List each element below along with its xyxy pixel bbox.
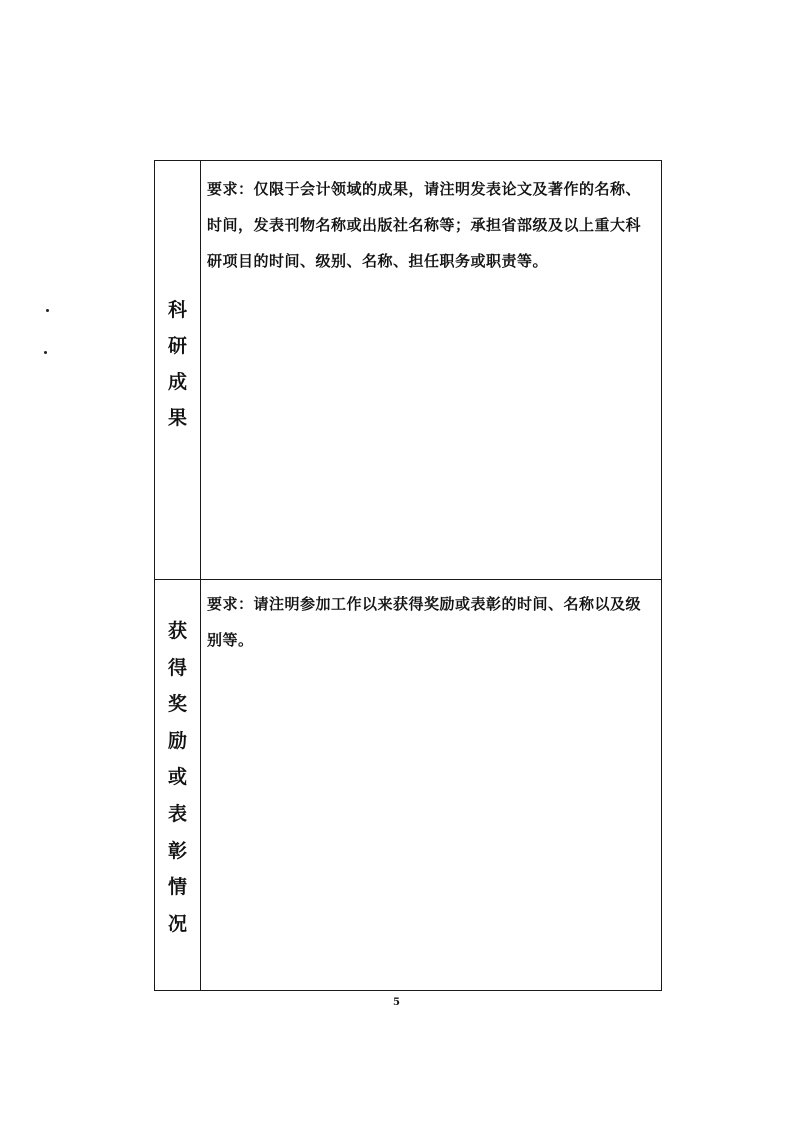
label-char: 奖 (167, 693, 187, 716)
form-table (154, 160, 662, 991)
research-results-label (155, 301, 200, 445)
awards-label-cell (155, 580, 201, 990)
awards-requirement-text: 要求：请注明参加工作以来获得奖励或表彰的时间、名称以及级别等。 (207, 595, 642, 649)
scan-speck (44, 351, 47, 354)
label-char: 成 (167, 371, 187, 393)
label-char: 励 (167, 729, 187, 752)
label-char: 表 (167, 802, 187, 825)
label-char: 彰 (167, 839, 187, 862)
research-results-content-cell[interactable] (201, 161, 661, 579)
label-char: 科 (167, 299, 187, 321)
label-char: 得 (167, 656, 187, 679)
awards-section (155, 579, 661, 990)
label-char: 研 (167, 335, 187, 357)
label-char: 情 (167, 876, 187, 899)
page-number: 5 (393, 997, 400, 1008)
label-char: 果 (167, 407, 187, 429)
label-char: 况 (167, 912, 187, 935)
label-char: 或 (167, 766, 187, 789)
awards-content-cell[interactable] (201, 580, 661, 990)
research-results-label-cell (155, 161, 201, 579)
research-results-section (155, 161, 661, 579)
research-requirement-text: 要求：仅限于会计领域的成果，请注明发表论文及著作的名称、时间，发表刊物名称或出版社名称等；承担省部级及以上重大科研项目的时间、级别、名称、担任职务或职责等。 (207, 180, 642, 270)
label-char: 获 (167, 620, 187, 642)
awards-label (155, 622, 200, 951)
scan-speck (46, 309, 49, 312)
